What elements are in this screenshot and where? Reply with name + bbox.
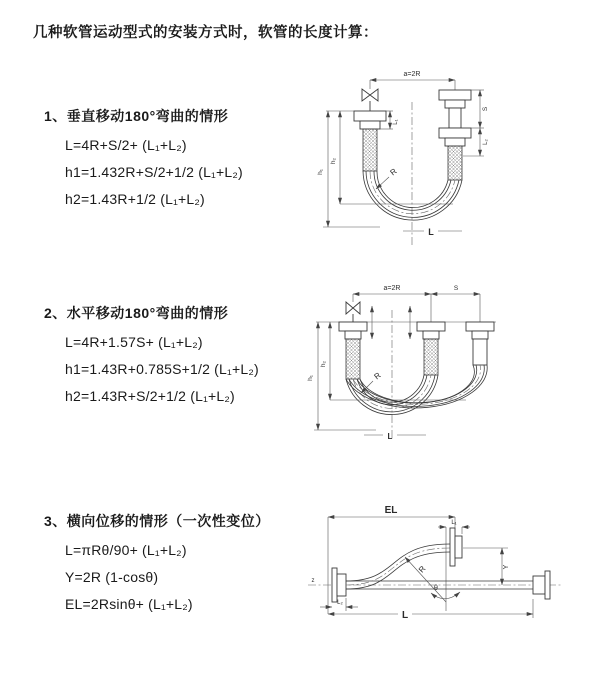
- dim-l: [364, 432, 426, 441]
- section-1-heading: 1、垂直移动180°弯曲的情形: [44, 108, 229, 124]
- valve-icon: [362, 80, 378, 111]
- section-3-heading: 3、横向位移的情形（一次性变位）: [44, 513, 270, 529]
- dim-y: [463, 548, 510, 585]
- dim-label-h1: h₁: [307, 375, 314, 381]
- displaced-end-flange: [450, 528, 462, 566]
- formula-h1: h1=1.432R+S/2+1/2 (L₁+L₂): [65, 164, 243, 180]
- axis-mark-z: z: [311, 578, 315, 584]
- section-vertical-180: [44, 106, 243, 207]
- dim-a-2r: [353, 285, 431, 294]
- formula-h2: h2=1.43R+S/2+1/2 (L₁+L₂): [65, 388, 235, 404]
- dim-label-r: R: [388, 166, 399, 178]
- dim-label-theta: θ: [434, 585, 438, 592]
- dim-label-h1: h₁: [317, 169, 324, 175]
- formula-h1: h1=1.43R+0.785S+1/2 (L₁+L₂): [65, 361, 259, 377]
- s-curve-hose: [346, 544, 450, 589]
- dim-label-s: S: [453, 285, 459, 292]
- middle-fitting: [417, 322, 445, 375]
- dim-h2: [326, 111, 453, 204]
- dim-label-l2: L₂: [483, 139, 489, 145]
- radius-callout: [376, 167, 399, 189]
- dim-h2: [320, 322, 466, 400]
- dim-label-l1: L₁: [393, 119, 399, 125]
- page-title: 几种软管运动型式的安装方式时，软管的长度计算：: [33, 25, 378, 41]
- dim-s: [471, 90, 489, 128]
- dim-label-h2: h₂: [320, 360, 327, 368]
- formula-Y: Y=2R (1-cosθ): [65, 569, 159, 585]
- dim-label-l: L: [428, 227, 434, 237]
- angle-theta: [431, 585, 460, 599]
- formula-L: L=4R+S/2+ (L₁+L₂): [65, 137, 187, 153]
- right-flange: [533, 571, 550, 599]
- dim-l: [328, 599, 533, 621]
- dim-h1: [307, 322, 376, 430]
- radius-callout: [361, 371, 383, 393]
- right-fitting: [439, 90, 471, 180]
- radius-construction: [405, 557, 446, 602]
- dim-label-s: S: [482, 106, 489, 112]
- dim-el: [328, 505, 455, 614]
- braided-hose: [346, 339, 360, 379]
- braided-hose: [448, 146, 462, 180]
- section-horizontal-180: [44, 303, 259, 404]
- left-flange: [332, 568, 346, 602]
- formula-h2: h2=1.43R+1/2 (L₁+L₂): [65, 191, 205, 207]
- dim-label-a2r: a=2R: [383, 285, 401, 292]
- braided-hose: [424, 339, 438, 375]
- section-lateral-displacement: [44, 511, 270, 612]
- diagram-horizontal-180-bend: [306, 280, 591, 450]
- section-2-heading: 2、水平移动180°弯曲的情形: [44, 305, 229, 321]
- dim-label-y: Y: [503, 564, 510, 570]
- formula-L: L=πRθ/90+ (L₁+L₂): [65, 542, 187, 558]
- dim-label-l2: L₂: [337, 600, 343, 606]
- formula-L: L=4R+1.57S+ (L₁+L₂): [65, 334, 203, 350]
- dim-a-2r: [370, 71, 455, 90]
- dim-l2: [320, 598, 358, 611]
- u-bend-hose: [363, 171, 462, 220]
- dim-label-el: EL: [384, 505, 398, 516]
- diagram-lateral-displacement: [300, 498, 590, 643]
- dim-label-a2r: a=2R: [403, 71, 421, 78]
- left-fitting: [354, 111, 386, 171]
- dim-label-l1: L₁: [451, 520, 457, 526]
- dim-end-length-ticks: [372, 306, 410, 339]
- valve-icon: [346, 294, 360, 322]
- diagram-vertical-180-bend: [310, 64, 580, 256]
- left-fitting: [339, 322, 367, 379]
- dim-label-r: R: [416, 564, 428, 575]
- dim-label-r: R: [372, 370, 383, 382]
- dim-label-l: L: [401, 610, 409, 621]
- formula-EL: EL=2Rsinθ+ (L₁+L₂): [65, 596, 193, 612]
- dim-label-l: L: [387, 432, 393, 441]
- braided-hose: [363, 129, 377, 171]
- dim-s: [431, 285, 480, 322]
- dim-label-h2: h₂: [330, 157, 337, 165]
- right-fitting-displaced: [466, 322, 494, 365]
